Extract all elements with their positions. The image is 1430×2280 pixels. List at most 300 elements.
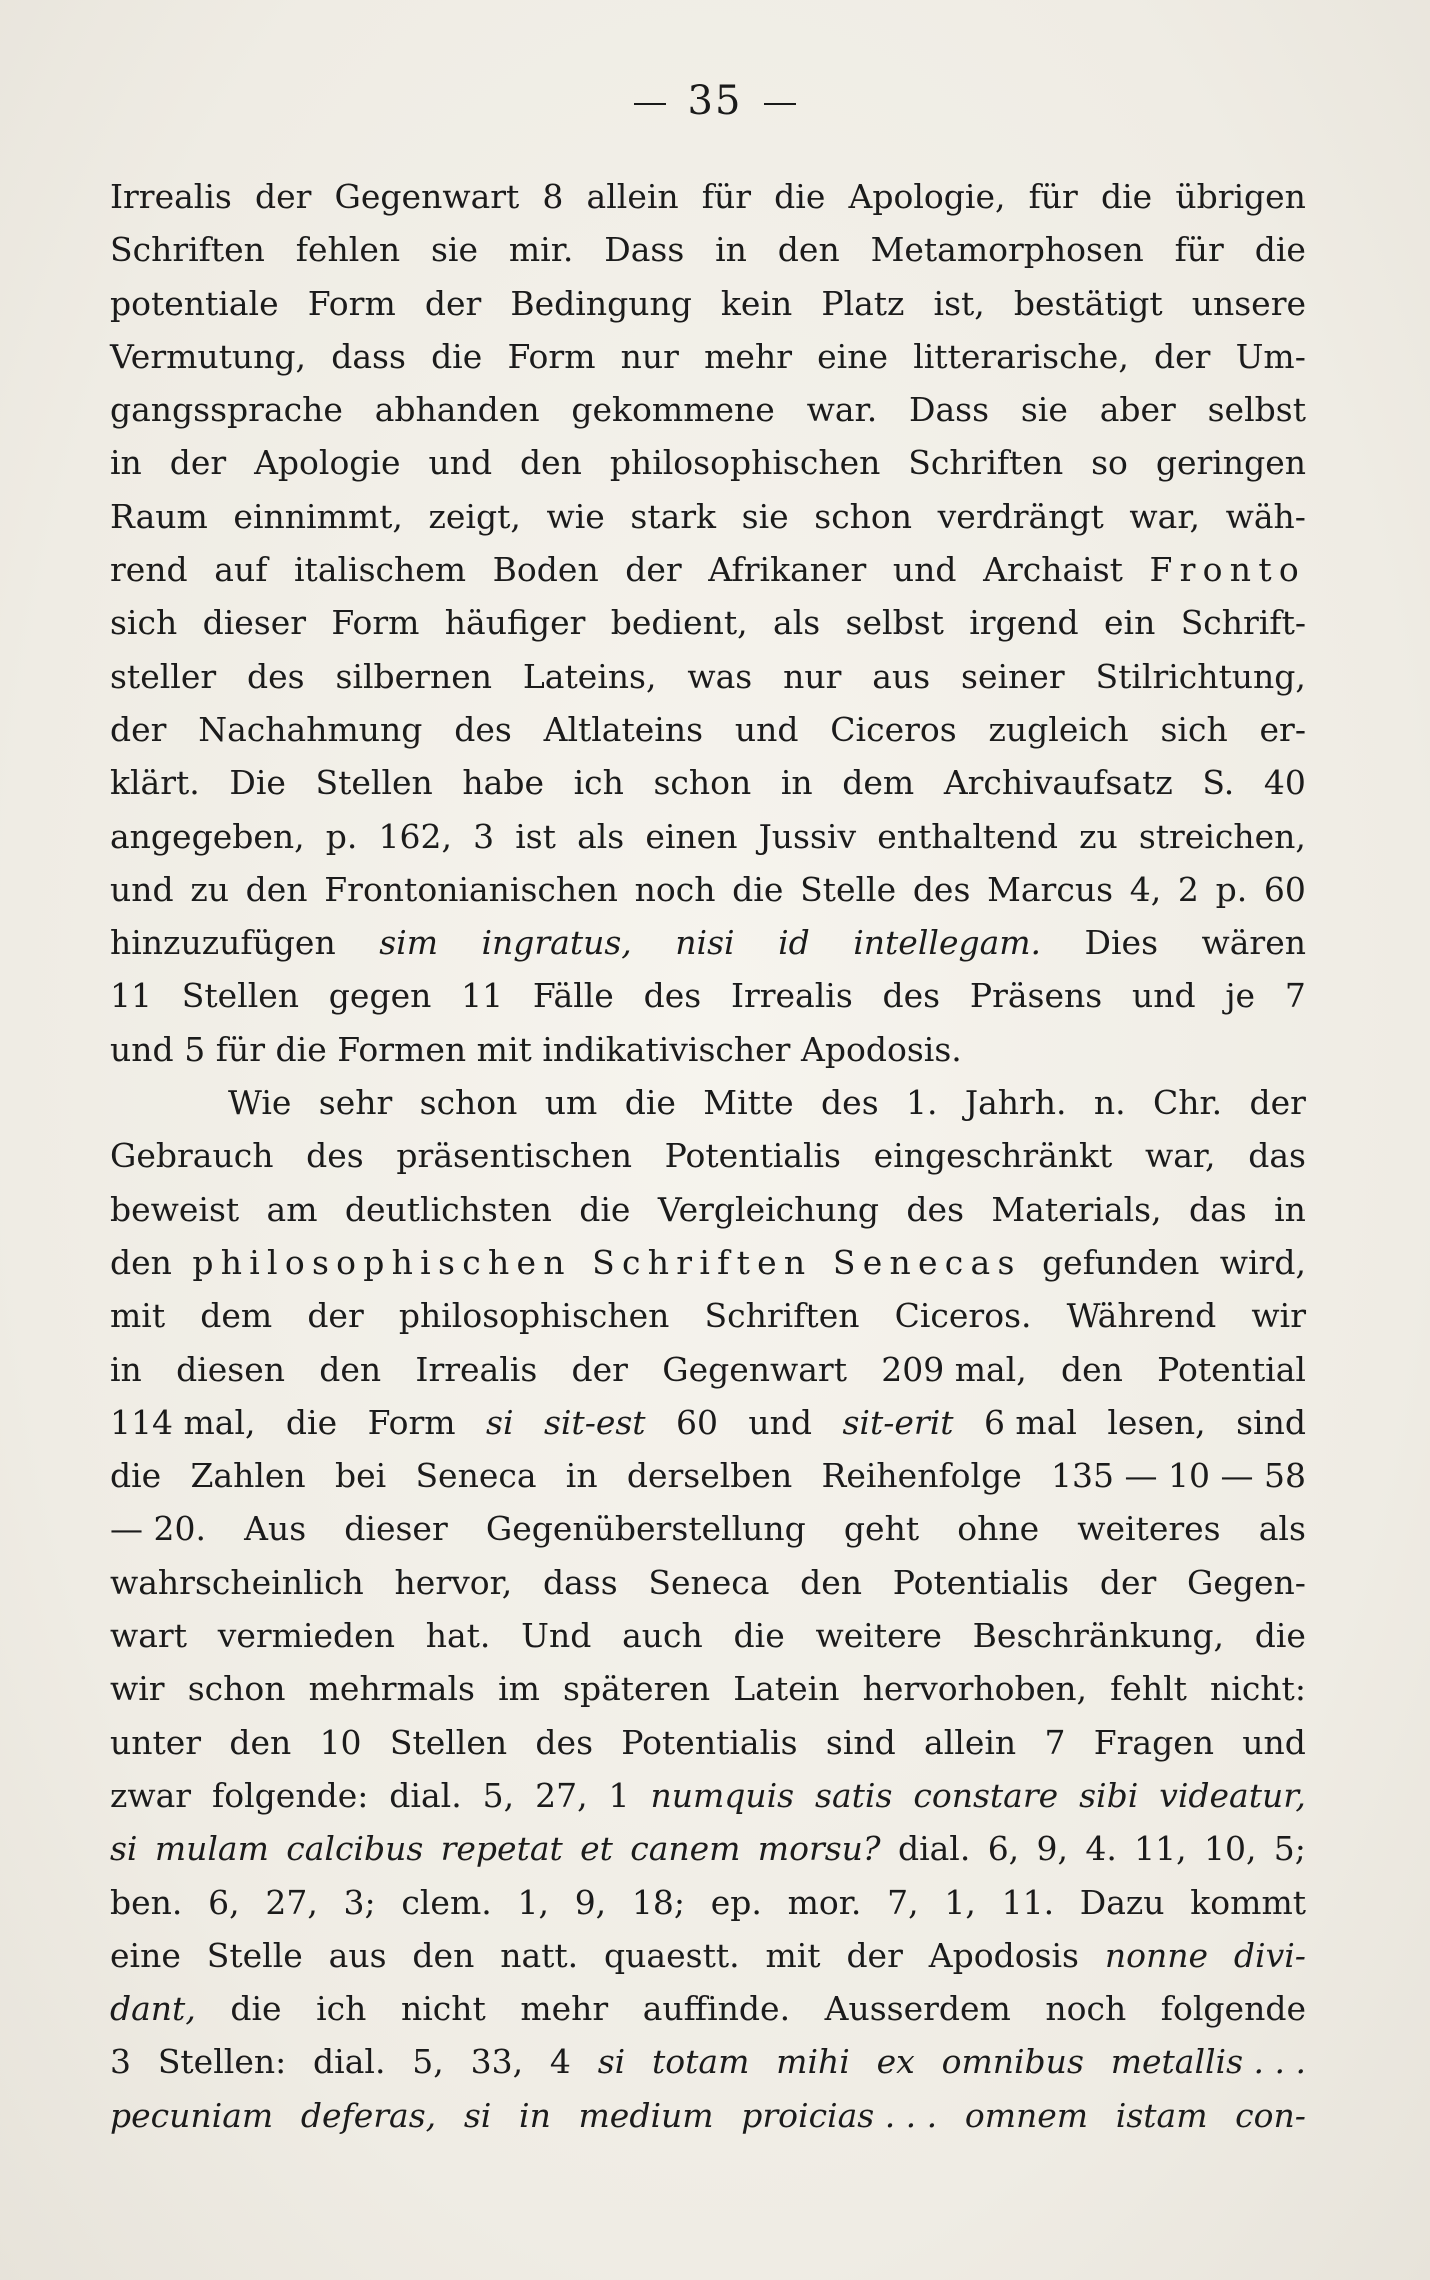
word: den	[110, 1242, 172, 1282]
word: Aus	[244, 1509, 307, 1549]
word: wäh-	[1225, 496, 1306, 536]
word: 135 — 10 — 58	[1051, 1456, 1306, 1496]
word: selbst	[845, 603, 944, 643]
word: Form	[307, 283, 396, 323]
word: con-	[1235, 2095, 1306, 2135]
word: sind	[825, 1722, 896, 1762]
word: p.	[1215, 869, 1248, 909]
text-line	[110, 650, 1306, 703]
word: unsere	[1191, 283, 1306, 323]
word: si	[486, 1402, 514, 1442]
word: Apologie	[254, 443, 401, 483]
word: den	[1060, 1349, 1123, 1389]
word: folgende:	[212, 1775, 369, 1815]
word: 2	[1177, 869, 1199, 909]
word: und	[428, 443, 493, 483]
word: 18;	[631, 1882, 686, 1922]
word: mit	[110, 1296, 166, 1336]
header-dash-right	[764, 103, 796, 105]
text-line	[110, 1609, 1306, 1662]
word: lesen,	[1107, 1402, 1206, 1442]
word: Dazu	[1079, 1882, 1165, 1922]
word: schon	[814, 496, 913, 536]
word: folgende	[1160, 1989, 1306, 2029]
word: in	[110, 1349, 142, 1389]
word: Beschränkung,	[972, 1616, 1224, 1656]
word: Potentialis	[664, 1136, 841, 1176]
word: Um-	[1235, 336, 1306, 376]
word: den	[319, 1349, 382, 1389]
word: und	[110, 869, 174, 909]
word: Gegenwart	[662, 1349, 847, 1389]
word: aber	[1099, 390, 1176, 430]
word: eine	[817, 336, 889, 376]
page-number: 35	[687, 78, 743, 124]
word: dial.	[313, 2042, 386, 2082]
text-line	[110, 543, 1306, 596]
word: die	[1254, 230, 1306, 270]
word: auffinde.	[642, 1989, 791, 2029]
word: schon	[419, 1083, 518, 1123]
word: der	[571, 1349, 628, 1389]
word: einen	[645, 816, 738, 856]
word: 5,	[482, 1775, 515, 1815]
word: noch	[634, 869, 716, 909]
word: et	[580, 1829, 613, 1869]
word: der	[1099, 1562, 1157, 1602]
word: präsentischen	[396, 1136, 632, 1176]
word: Jussiv	[758, 816, 857, 856]
word: Potentialis	[621, 1722, 798, 1762]
word: so	[1091, 443, 1128, 483]
word: Stellen	[181, 976, 300, 1016]
word: intellegam.	[853, 923, 1042, 963]
word: die	[624, 1083, 676, 1123]
word: dass	[331, 336, 406, 376]
word: die	[230, 1989, 282, 2029]
word: in	[780, 763, 813, 803]
word: Fälle	[532, 976, 614, 1016]
word: der	[424, 283, 482, 323]
word: bei	[334, 1456, 387, 1496]
word: 209 mal,	[881, 1349, 1027, 1389]
text-line	[110, 1076, 1306, 1129]
word: in	[110, 443, 142, 483]
word: klärt.	[110, 763, 200, 803]
word: die	[579, 1189, 631, 1229]
word: die	[1100, 177, 1153, 216]
word: ben.	[110, 1882, 183, 1922]
word: nur	[620, 336, 679, 376]
word: geht	[843, 1509, 920, 1549]
word: gegen	[328, 976, 432, 1016]
word: 3;	[343, 1882, 376, 1922]
word: deferas,	[300, 2095, 437, 2135]
word: des	[643, 976, 702, 1016]
word: 33,	[470, 2042, 524, 2082]
word: Senecas	[832, 1242, 1022, 1282]
word: mihi	[776, 2042, 850, 2082]
text-line	[110, 1769, 1306, 1822]
word: weitere	[815, 1616, 942, 1656]
word: 4	[549, 2042, 571, 2082]
word: 7	[1044, 1722, 1066, 1762]
word: 9,	[1036, 1829, 1069, 1869]
word: und	[734, 709, 799, 749]
word: 4,	[1129, 869, 1162, 909]
word: 3	[473, 816, 495, 856]
word: 4.	[1085, 1829, 1117, 1869]
word: enthaltend	[877, 816, 1058, 856]
word: sind	[1236, 1402, 1306, 1442]
word: Jahrh.	[964, 1083, 1067, 1123]
word: sie	[431, 230, 479, 270]
word: zu	[190, 869, 229, 909]
word: einnimmt,	[233, 496, 403, 536]
word: das	[1188, 1189, 1247, 1229]
word: der	[169, 443, 227, 483]
word: constare	[913, 1775, 1059, 1815]
word: Archivaufsatz	[943, 763, 1173, 803]
word: Schriften	[110, 230, 265, 270]
word: für	[701, 177, 752, 216]
word: videatur,	[1159, 1775, 1306, 1815]
word: pecuniam	[110, 2095, 274, 2135]
word: 7,	[887, 1882, 919, 1922]
word: Zahlen	[190, 1456, 306, 1496]
word: Reihenfolge	[821, 1456, 1022, 1496]
word: id	[778, 923, 810, 963]
word: ist,	[933, 283, 985, 323]
word: litterarische,	[913, 336, 1129, 376]
word: noch	[1045, 1989, 1127, 2029]
word: als	[577, 816, 625, 856]
word: zwar	[110, 1775, 192, 1815]
word: 3	[110, 2042, 131, 2082]
word: 1,	[517, 1882, 549, 1922]
word: morsu?	[757, 1829, 881, 1869]
word: unter	[110, 1722, 202, 1762]
word: mit	[476, 1029, 532, 1069]
word: 5;	[1273, 1829, 1306, 1869]
word: und	[1242, 1722, 1306, 1762]
text-line	[110, 863, 1306, 916]
word: schon	[653, 763, 752, 803]
word: Stelle	[206, 1935, 303, 1975]
word: im	[498, 1669, 540, 1709]
text-line	[110, 1929, 1306, 1982]
word: für	[1028, 177, 1078, 216]
word: den	[229, 1722, 292, 1762]
text-line	[110, 756, 1306, 809]
word: proicias . . .	[741, 2095, 938, 2135]
word: schon	[187, 1669, 286, 1709]
word: je	[1225, 976, 1256, 1016]
word: Archaist	[983, 550, 1123, 590]
word: weiteres	[1077, 1509, 1221, 1549]
word: bestätigt	[1013, 283, 1163, 323]
word: zugleich	[988, 709, 1129, 749]
word: Stelle	[800, 869, 897, 909]
word: Die	[229, 763, 286, 803]
text-line	[110, 2089, 1306, 2142]
word: Präsens	[969, 976, 1103, 1016]
page-header	[0, 78, 1430, 124]
word: 9,	[574, 1882, 607, 1922]
word: als	[773, 603, 821, 643]
word: und	[748, 1402, 813, 1442]
text-line	[110, 1343, 1306, 1396]
word: Dass	[909, 390, 990, 430]
word: Ausserdem	[824, 1989, 1011, 2029]
word: in	[715, 230, 747, 270]
word: als	[1258, 1509, 1306, 1549]
word: canem	[630, 1829, 741, 1869]
text-line	[110, 170, 1306, 223]
word: angegeben,	[110, 816, 305, 856]
word: aus	[328, 1935, 387, 1975]
word: Chr.	[1153, 1083, 1223, 1123]
word: eingeschränkt	[873, 1136, 1113, 1176]
word: des	[306, 1136, 364, 1176]
text-line	[110, 383, 1306, 436]
word: 27,	[265, 1882, 318, 1922]
word: war,	[1129, 496, 1200, 536]
word: kein	[720, 283, 793, 323]
word: Gegen-	[1186, 1562, 1306, 1602]
word: rend	[110, 550, 188, 590]
word: Platz	[821, 283, 905, 323]
word: zeigt,	[428, 496, 521, 536]
word: philosophischen	[398, 1296, 670, 1336]
word: n.	[1093, 1083, 1126, 1123]
word: mulam	[154, 1829, 269, 1869]
word: und	[110, 1029, 174, 1069]
word: Vermutung,	[110, 336, 307, 376]
word: der	[625, 550, 682, 590]
word: philosophischen	[192, 1242, 572, 1282]
word: ein	[1103, 603, 1156, 643]
text-line	[110, 277, 1306, 330]
text-line	[110, 1556, 1306, 1609]
word: istam	[1115, 2095, 1208, 2135]
word: italischem	[294, 550, 467, 590]
text-line	[110, 223, 1306, 276]
word: Seneca	[415, 1456, 537, 1496]
word: Raum	[110, 496, 208, 536]
word: nisi	[675, 923, 735, 963]
text-line	[110, 1662, 1306, 1715]
word: 27,	[535, 1775, 588, 1815]
word: Apologie,	[848, 177, 1006, 216]
word: omnibus	[941, 2042, 1084, 2082]
word: wir	[110, 1669, 165, 1709]
body-text	[110, 170, 1306, 2142]
text-line	[110, 1716, 1306, 1769]
word: sie	[741, 496, 789, 536]
word: medium	[578, 2095, 714, 2135]
word: Wie	[228, 1083, 292, 1123]
word: war,	[1144, 1136, 1216, 1176]
word: derselben	[626, 1456, 793, 1496]
word: Stellen	[315, 763, 433, 803]
word: ingratus,	[481, 923, 632, 963]
word: das	[1248, 1136, 1306, 1176]
word: calcibus	[286, 1829, 424, 1869]
word: silbernen	[335, 656, 492, 696]
word: totam	[652, 2042, 750, 2082]
word: Metamorphosen	[870, 230, 1144, 270]
word: deutlichsten	[344, 1189, 552, 1229]
word: streichen,	[1138, 816, 1306, 856]
word: des	[454, 709, 512, 749]
word: der	[846, 1935, 903, 1975]
word: in	[1274, 1189, 1306, 1229]
word: Dass	[604, 230, 685, 270]
text-line	[110, 330, 1306, 383]
word: nicht	[400, 1989, 486, 2029]
word: quaestt.	[604, 1935, 740, 1975]
word: beweist	[110, 1189, 240, 1229]
word: allein	[924, 1722, 1017, 1762]
word: gangssprache	[110, 390, 343, 430]
word: was	[687, 656, 753, 696]
word: dial.	[897, 1829, 971, 1869]
word: mehr	[520, 1989, 609, 2029]
word: auch	[622, 1616, 703, 1656]
text-line	[110, 1822, 1306, 1875]
word: sit-erit	[842, 1402, 954, 1442]
word: Form	[331, 603, 420, 643]
word: des	[882, 976, 941, 1016]
word: Ciceros	[830, 709, 957, 749]
word: vermieden	[217, 1616, 395, 1656]
word: ohne	[957, 1509, 1040, 1549]
word: 1.	[906, 1083, 938, 1123]
word: Seneca	[648, 1562, 770, 1602]
word: der	[1154, 336, 1211, 376]
word: in	[565, 1456, 598, 1496]
word: indikativischer	[542, 1029, 791, 1069]
text-line	[110, 969, 1306, 1022]
word: den	[245, 869, 308, 909]
word: divi-	[1233, 1935, 1306, 1975]
word: selbst	[1207, 390, 1306, 430]
word: dass	[542, 1562, 618, 1602]
word: Stellen:	[157, 2042, 287, 2082]
word: abhanden	[374, 390, 540, 430]
text-line	[110, 2035, 1306, 2088]
word: Bedingung	[510, 283, 692, 323]
word: 6,	[987, 1829, 1020, 1869]
word: ich	[573, 763, 624, 803]
text-line	[110, 1236, 1306, 1289]
word: ep.	[710, 1882, 762, 1922]
text-line	[110, 1289, 1306, 1342]
word: am	[266, 1189, 318, 1229]
word: den	[800, 1562, 863, 1602]
word: S.	[1202, 763, 1235, 803]
word: Nachahmung	[198, 709, 423, 749]
word: Apodosis	[928, 1935, 1079, 1975]
word: mehr	[704, 336, 792, 376]
word: und	[1131, 976, 1196, 1016]
word: des	[906, 1189, 965, 1229]
word: satis	[815, 1775, 893, 1815]
word: 60	[676, 1402, 718, 1442]
word: 5	[184, 1029, 206, 1069]
word: Altlateins	[543, 709, 704, 749]
text-line	[110, 1449, 1306, 1502]
word: sit-est	[543, 1402, 646, 1442]
word: der	[1249, 1083, 1306, 1123]
text-line	[110, 490, 1306, 543]
word: 7	[1284, 976, 1306, 1016]
word: dem	[200, 1296, 273, 1336]
word: habe	[462, 763, 544, 803]
word: sibi	[1079, 1775, 1139, 1815]
word: 1	[608, 1775, 630, 1815]
text-line	[110, 1183, 1306, 1236]
word: die	[285, 1402, 338, 1442]
word: er-	[1259, 709, 1306, 749]
word: potentiale	[110, 283, 279, 323]
word: Schriften	[704, 1296, 860, 1336]
text-line	[110, 1502, 1306, 1555]
word: die	[774, 177, 826, 216]
word: seiner	[961, 656, 1065, 696]
word: und	[892, 550, 957, 590]
word: gekommene	[571, 390, 775, 430]
word: clem.	[401, 1882, 492, 1922]
word: fehlt	[1110, 1669, 1187, 1709]
word: Stilrichtung,	[1095, 656, 1306, 696]
word: Boden	[492, 550, 599, 590]
word: Irrealis	[110, 177, 232, 216]
word: ist	[515, 816, 556, 856]
word: Materials,	[991, 1189, 1162, 1229]
word: dial.	[389, 1775, 462, 1815]
word: Gebrauch	[110, 1136, 274, 1176]
word: für	[1174, 230, 1224, 270]
word: si	[597, 2042, 626, 2082]
word: die	[733, 1616, 785, 1656]
word: Afrikaner	[708, 550, 867, 590]
word: Frontonianischen	[324, 869, 618, 909]
word: — 20.	[110, 1509, 206, 1549]
word: dieser	[344, 1509, 448, 1549]
word: des	[535, 1722, 594, 1762]
word: dieser	[202, 603, 307, 643]
word: 5,	[412, 2042, 444, 2082]
word: sich	[110, 603, 178, 643]
word: ich	[316, 1989, 367, 2029]
word: omnem	[964, 2095, 1089, 2135]
word: Mitte	[703, 1083, 794, 1123]
word: wir	[1251, 1296, 1306, 1336]
word: repetat	[440, 1829, 563, 1869]
word: Schriften	[592, 1242, 813, 1282]
word: Gegenüberstellung	[485, 1509, 806, 1549]
word: des	[821, 1083, 879, 1123]
word: wart	[110, 1616, 187, 1656]
word: der	[307, 1296, 364, 1336]
word: Marcus	[987, 869, 1114, 909]
word: Apodosis.	[801, 1029, 962, 1069]
word: um	[544, 1083, 598, 1123]
word: nur	[783, 656, 842, 696]
word: Schriften	[908, 443, 1064, 483]
